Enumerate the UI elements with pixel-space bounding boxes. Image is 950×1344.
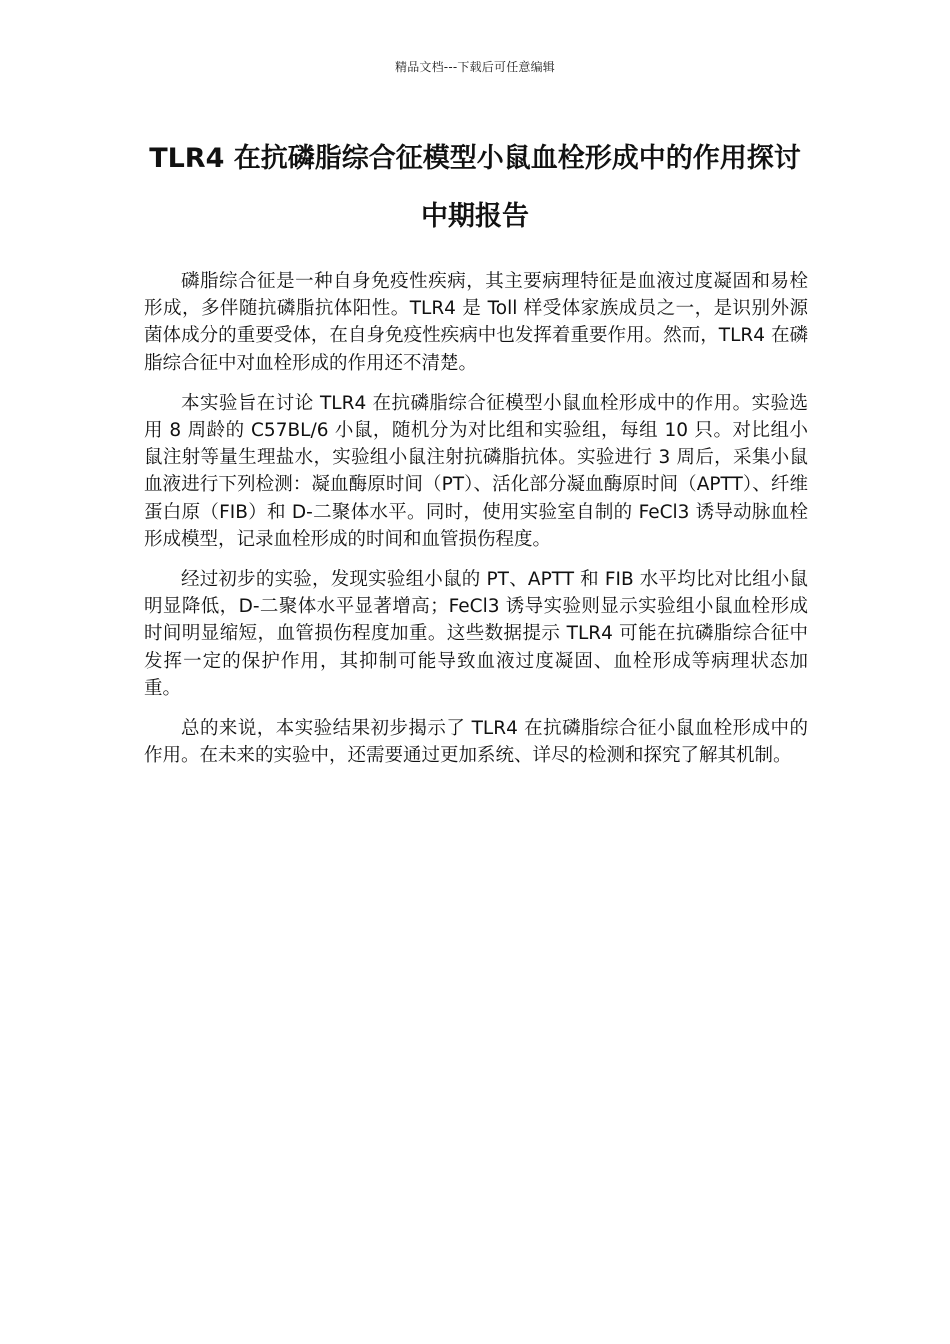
header-note: 精品文档---下载后可任意编辑 <box>395 60 555 74</box>
paragraph-results: 经过初步的实验，发现实验组小鼠的 PT、APTT 和 FIB 水平均比对比组小鼠明显降低，D-二聚体水平显著增高；FeCl3 诱导实验则显示实验组小鼠血栓形成时间明显缩短，血管损伤程度加重。这些数据提示 TLR4 可能在抗磷脂综合征中发挥一定的保护作用，其抑制可能导致血液过度凝固、血栓形成等病理状态加重。 <box>144 569 808 699</box>
document-title: TLR4 在抗磷脂综合征模型小鼠血栓形成中的作用探讨中期报告 <box>149 143 801 232</box>
document-body <box>144 268 808 782</box>
paragraph-intro: 磷脂综合征是一种自身免疫性疾病，其主要病理特征是血液过度凝固和易栓形成，多伴随抗磷脂抗体阳性。TLR4 是 Toll 样受体家族成员之一，是识别外源菌体成分的重要受体，在自身免疫性疾病中也发挥着重要作用。然而，TLR4 在磷脂综合征中对血栓形成的作用还不清楚。 <box>144 271 808 374</box>
paragraph-methods: 本实验旨在讨论 TLR4 在抗磷脂综合征模型小鼠血栓形成中的作用。实验选用 8 周龄的 C57BL/6 小鼠，随机分为对比组和实验组，每组 10 只。对比组小鼠注射等量生理盐水，实验组小鼠注射抗磷脂抗体。实验进行 3 周后，采集小鼠血液进行下列检测：凝血酶原时间（PT）、活化部分凝血酶原时间（APTT）、纤维蛋白原（FIB）和 D-二聚体水平。同时，使用实验室自制的 FeCl3 诱导动脉血栓形成模型，记录血栓形成的时间和血管损伤程度。 <box>144 392 808 550</box>
paragraph-conclusion: 总的来说，本实验结果初步揭示了 TLR4 在抗磷脂综合征小鼠血栓形成中的作用。在未来的实验中，还需要通过更加系统、详尽的检测和探究了解其机制。 <box>144 718 808 767</box>
